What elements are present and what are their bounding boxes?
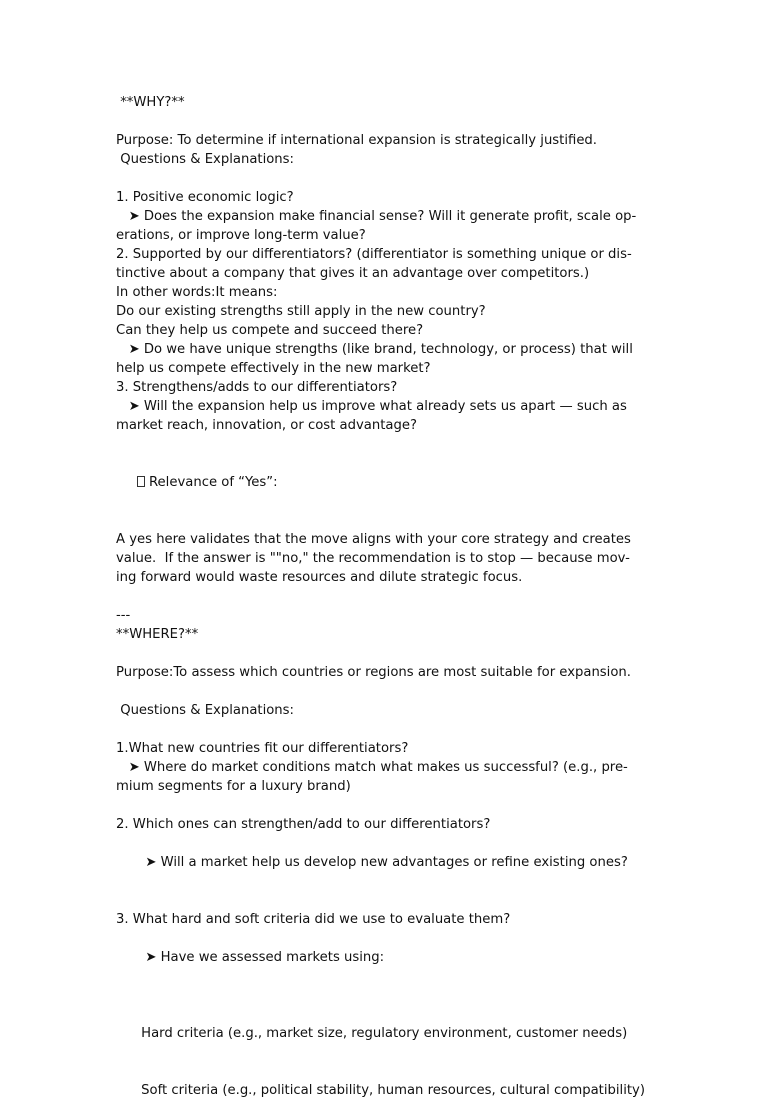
where-question-3-detail <box>116 929 652 986</box>
missing-glyph-icon <box>137 476 145 487</box>
why-relevance-text: A yes here validates that the move aligns with your core strategy and creates value. If the answer is ""no," the recommendation is to stop — because mov- ing forward would waste resources and dilute strategic focus. <box>116 532 631 585</box>
where-hard-criteria-text: Hard criteria (e.g., market size, regulatory environment, customer needs) <box>141 1026 628 1041</box>
where-question-1-detail: ➤ Where do market conditions match what makes us successful? (e.g., pre- mium segments for a luxury brand) <box>116 760 628 794</box>
where-questions-heading: Questions & Explanations: <box>116 703 294 718</box>
spacer <box>116 169 652 188</box>
where-heading: **WHERE?** <box>116 627 199 642</box>
where-hard-criteria <box>116 1005 652 1062</box>
why-question-1-detail: ➤ Does the expansion make financial sense? Will it generate profit, scale op- erations, or improve long-term value? <box>116 209 637 243</box>
where-soft-criteria <box>116 1062 652 1119</box>
where-question-3-detail-text: ➤ Have we assessed markets using: <box>145 950 385 965</box>
where-question-2-detail <box>116 834 652 891</box>
why-relevance-heading <box>116 454 652 511</box>
why-question-2-other-words: In other words:It means: <box>116 285 278 300</box>
why-heading: **WHY?** <box>116 95 185 110</box>
spacer <box>116 587 652 606</box>
where-question-2-detail-text: ➤ Will a market help us develop new advantages or refine existing ones? <box>145 855 628 870</box>
spacer <box>116 435 652 454</box>
why-questions-heading: Questions & Explanations: <box>116 152 294 167</box>
spacer <box>116 891 652 910</box>
spacer <box>116 511 652 530</box>
where-question-1: 1.What new countries fit our differentiators? <box>116 741 409 756</box>
why-question-2-line-1: Do our existing strengths still apply in the new country? <box>116 304 486 319</box>
where-question-2: 2. Which ones can strengthen/add to our differentiators? <box>116 817 491 832</box>
section-separator: --- <box>116 608 131 623</box>
spacer <box>116 986 652 1005</box>
spacer <box>116 112 652 131</box>
why-question-2-detail: ➤ Do we have unique strengths (like brand, technology, or process) that will help us compete effectively in the new market? <box>116 342 633 376</box>
spacer <box>116 644 652 663</box>
spacer <box>116 796 652 815</box>
where-soft-criteria-text: Soft criteria (e.g., political stability, human resources, cultural compatibility) <box>141 1083 645 1098</box>
why-relevance-label: Relevance of “Yes”: <box>148 475 278 490</box>
where-question-3: 3. What hard and soft criteria did we use to evaluate them? <box>116 912 511 927</box>
why-question-3: 3. Strengthens/adds to our differentiators? <box>116 380 398 395</box>
why-question-2: 2. Supported by our differentiators? (differentiator is something unique or dis- tinctive about a company that gives it an advantage over competitors.) <box>116 247 632 281</box>
why-purpose: Purpose: To determine if international expansion is strategically justified. <box>116 133 597 148</box>
why-question-1: 1. Positive economic logic? <box>116 190 294 205</box>
spacer <box>116 720 652 739</box>
why-question-3-detail: ➤ Will the expansion help us improve what already sets us apart — such as market reach, innovation, or cost advantage? <box>116 399 627 433</box>
spacer <box>116 682 652 701</box>
why-question-2-line-2: Can they help us compete and succeed there? <box>116 323 424 338</box>
document-page <box>116 93 652 1119</box>
where-purpose: Purpose:To assess which countries or regions are most suitable for expansion. <box>116 665 631 680</box>
